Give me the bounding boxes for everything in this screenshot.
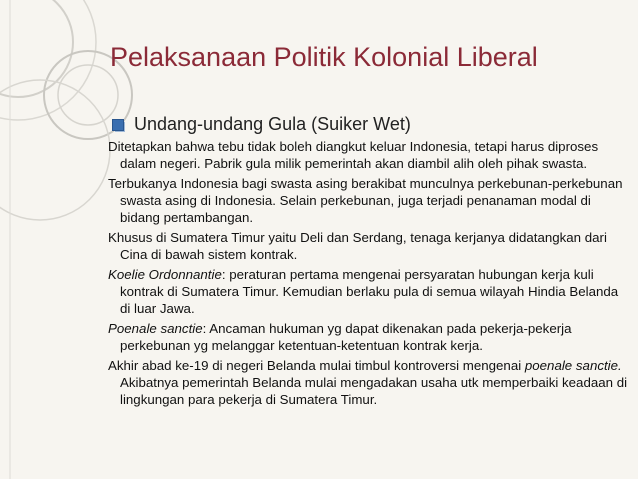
paragraph: Terbukanya Indonesia bagi swasta asing berakibat munculnya perkebunan-perkebunan swasta asing di Indonesia. Selain perkebunan, juga terjadi penanaman modal di bidang pertambangan.	[108, 176, 623, 225]
slide-body	[108, 138, 628, 411]
subheading: Undang-undang Gula (Suiker Wet)	[134, 114, 411, 134]
paragraph: Koelie Ordonnantie: peraturan pertama mengenai persyaratan hubungan kerja kuli kontrak di Sumatera Timur. Kemudian berlaku pula di semua wilayah Hindia Belanda di luar Jawa.	[108, 267, 619, 316]
term: Koelie Ordonnantie	[108, 267, 222, 282]
subheading-row	[112, 114, 411, 135]
slide-title: Pelaksanaan Politik Kolonial Liberal	[110, 42, 538, 72]
paragraph: Ditetapkan bahwa tebu tidak boleh diangkut keluar Indonesia, tetapi harus diproses dalam negeri. Pabrik gula milik pemerintah akan diambil alih oleh pihak swasta.	[108, 139, 599, 171]
paragraph: Akhir abad ke-19 di negeri Belanda mulai timbul kontroversi mengenai poenale sanctie. Akibatnya pemerintah Belanda mulai mengadakan usaha utk memperbaiki keadaan di lingkungan para pekerja di Sumatera Timur.	[108, 358, 628, 407]
paragraph: Khusus di Sumatera Timur yaitu Deli dan Serdang, tenaga kerjanya didatangkan dari Cina di bawah sistem kontrak.	[108, 230, 607, 262]
paragraph: Poenale sanctie: Ancaman hukuman yg dapat dikenakan pada pekerja-pekerja perkebunan yg melanggar ketentuan-ketentuan kontrak kerja.	[108, 321, 572, 353]
term: Poenale sanctie	[108, 321, 203, 336]
square-bullet-icon	[112, 119, 124, 131]
term: poenale sanctie.	[524, 358, 622, 373]
